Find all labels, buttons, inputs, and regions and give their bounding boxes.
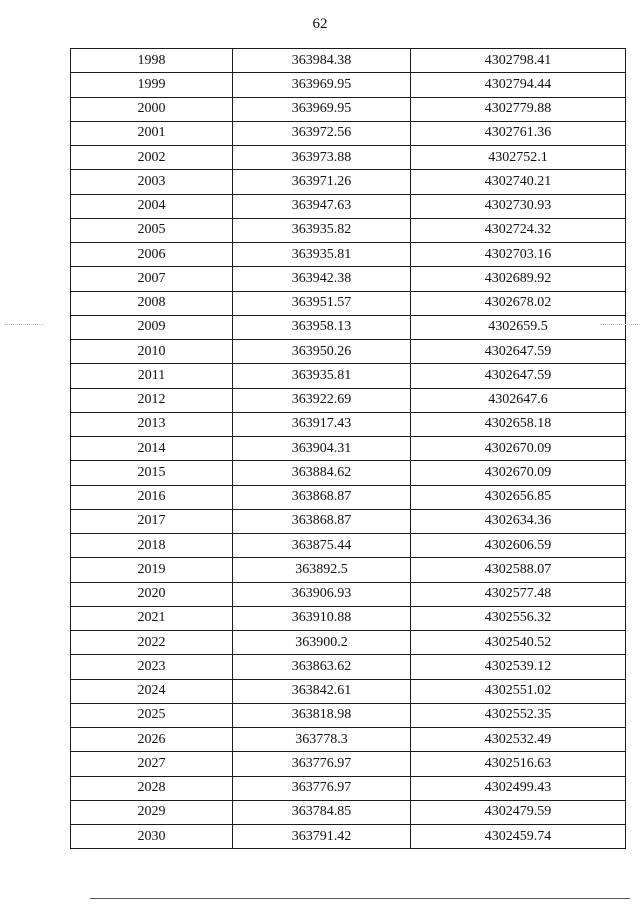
point-number-cell: 2023 [71,655,233,679]
table-row [71,800,626,824]
point-number-cell: 2002 [71,146,233,170]
table-row [71,97,626,121]
y-coordinate-cell: 4302577.48 [411,582,626,606]
y-coordinate-cell: 4302670.09 [411,461,626,485]
y-coordinate-cell: 4302459.74 [411,825,626,849]
y-coordinate-cell: 4302761.36 [411,121,626,145]
table-row [71,291,626,315]
table-row [71,606,626,630]
point-number-cell: 2003 [71,170,233,194]
x-coordinate-cell: 363958.13 [233,315,411,339]
x-coordinate-cell: 363922.69 [233,388,411,412]
x-coordinate-cell: 363917.43 [233,412,411,436]
y-coordinate-cell: 4302479.59 [411,800,626,824]
point-number-cell: 2016 [71,485,233,509]
table-row [71,364,626,388]
point-number-cell: 2007 [71,267,233,291]
point-number-cell: 2018 [71,534,233,558]
y-coordinate-cell: 4302551.02 [411,679,626,703]
y-coordinate-cell: 4302499.43 [411,776,626,800]
table-row [71,146,626,170]
y-coordinate-cell: 4302703.16 [411,243,626,267]
x-coordinate-cell: 363935.81 [233,243,411,267]
y-coordinate-cell: 4302647.59 [411,340,626,364]
y-coordinate-cell: 4302634.36 [411,509,626,533]
y-coordinate-cell: 4302724.32 [411,218,626,242]
x-coordinate-cell: 363884.62 [233,461,411,485]
table-row [71,509,626,533]
point-number-cell: 2009 [71,315,233,339]
y-coordinate-cell: 4302556.32 [411,606,626,630]
y-coordinate-cell: 4302647.6 [411,388,626,412]
table-row [71,776,626,800]
scan-artifact-right [600,324,640,326]
x-coordinate-cell: 363842.61 [233,679,411,703]
table-row [71,340,626,364]
y-coordinate-cell: 4302552.35 [411,703,626,727]
table-row [71,49,626,73]
table-row [71,437,626,461]
x-coordinate-cell: 363984.38 [233,49,411,73]
y-coordinate-cell: 4302656.85 [411,485,626,509]
point-number-cell: 2026 [71,728,233,752]
table-row [71,267,626,291]
point-number-cell: 1998 [71,49,233,73]
x-coordinate-cell: 363776.97 [233,776,411,800]
y-coordinate-cell: 4302516.63 [411,752,626,776]
point-number-cell: 2013 [71,412,233,436]
y-coordinate-cell: 4302779.88 [411,97,626,121]
x-coordinate-cell: 363791.42 [233,825,411,849]
table-body [71,49,626,849]
y-coordinate-cell: 4302798.41 [411,49,626,73]
x-coordinate-cell: 363935.82 [233,218,411,242]
table-row [71,825,626,849]
table-row [71,461,626,485]
point-number-cell: 2020 [71,582,233,606]
y-coordinate-cell: 4302730.93 [411,194,626,218]
coordinate-table [70,48,626,849]
table-row [71,558,626,582]
table-row [71,243,626,267]
x-coordinate-cell: 363972.56 [233,121,411,145]
point-number-cell: 2024 [71,679,233,703]
table-row [71,655,626,679]
x-coordinate-cell: 363868.87 [233,509,411,533]
y-coordinate-cell: 4302659.5 [411,315,626,339]
x-coordinate-cell: 363904.31 [233,437,411,461]
scan-artifact-left [4,324,44,326]
x-coordinate-cell: 363950.26 [233,340,411,364]
x-coordinate-cell: 363818.98 [233,703,411,727]
table-row [71,194,626,218]
x-coordinate-cell: 363892.5 [233,558,411,582]
table-row [71,121,626,145]
x-coordinate-cell: 363868.87 [233,485,411,509]
point-number-cell: 2015 [71,461,233,485]
point-number-cell: 2022 [71,631,233,655]
x-coordinate-cell: 363971.26 [233,170,411,194]
y-coordinate-cell: 4302540.52 [411,631,626,655]
point-number-cell: 2019 [71,558,233,582]
x-coordinate-cell: 363947.63 [233,194,411,218]
table-row [71,170,626,194]
y-coordinate-cell: 4302658.18 [411,412,626,436]
table-row [71,582,626,606]
table-row [71,218,626,242]
table-row [71,388,626,412]
table-row [71,485,626,509]
table-row [71,73,626,97]
point-number-cell: 2029 [71,800,233,824]
table-row [71,752,626,776]
x-coordinate-cell: 363906.93 [233,582,411,606]
page-number: 62 [312,16,328,32]
scan-edge-line [90,898,630,899]
x-coordinate-cell: 363973.88 [233,146,411,170]
point-number-cell: 2005 [71,218,233,242]
table-row [71,534,626,558]
x-coordinate-cell: 363951.57 [233,291,411,315]
point-number-cell: 2028 [71,776,233,800]
point-number-cell: 2017 [71,509,233,533]
x-coordinate-cell: 363778.3 [233,728,411,752]
x-coordinate-cell: 363875.44 [233,534,411,558]
point-number-cell: 2001 [71,121,233,145]
x-coordinate-cell: 363942.38 [233,267,411,291]
x-coordinate-cell: 363969.95 [233,97,411,121]
y-coordinate-cell: 4302539.12 [411,655,626,679]
y-coordinate-cell: 4302678.02 [411,291,626,315]
table-row [71,703,626,727]
point-number-cell: 2004 [71,194,233,218]
point-number-cell: 1999 [71,73,233,97]
y-coordinate-cell: 4302689.92 [411,267,626,291]
table-row [71,412,626,436]
point-number-cell: 2000 [71,97,233,121]
point-number-cell: 2011 [71,364,233,388]
y-coordinate-cell: 4302606.59 [411,534,626,558]
x-coordinate-cell: 363863.62 [233,655,411,679]
x-coordinate-cell: 363969.95 [233,73,411,97]
point-number-cell: 2006 [71,243,233,267]
y-coordinate-cell: 4302740.21 [411,170,626,194]
point-number-cell: 2025 [71,703,233,727]
x-coordinate-cell: 363776.97 [233,752,411,776]
point-number-cell: 2027 [71,752,233,776]
point-number-cell: 2014 [71,437,233,461]
y-coordinate-cell: 4302647.59 [411,364,626,388]
x-coordinate-cell: 363900.2 [233,631,411,655]
point-number-cell: 2021 [71,606,233,630]
y-coordinate-cell: 4302794.44 [411,73,626,97]
x-coordinate-cell: 363784.85 [233,800,411,824]
point-number-cell: 2010 [71,340,233,364]
x-coordinate-cell: 363910.88 [233,606,411,630]
y-coordinate-cell: 4302588.07 [411,558,626,582]
table-row [71,679,626,703]
y-coordinate-cell: 4302532.49 [411,728,626,752]
table-row [71,631,626,655]
point-number-cell: 2008 [71,291,233,315]
y-coordinate-cell: 4302670.09 [411,437,626,461]
y-coordinate-cell: 4302752.1 [411,146,626,170]
table-row [71,728,626,752]
table-row [71,315,626,339]
x-coordinate-cell: 363935.81 [233,364,411,388]
point-number-cell: 2012 [71,388,233,412]
point-number-cell: 2030 [71,825,233,849]
